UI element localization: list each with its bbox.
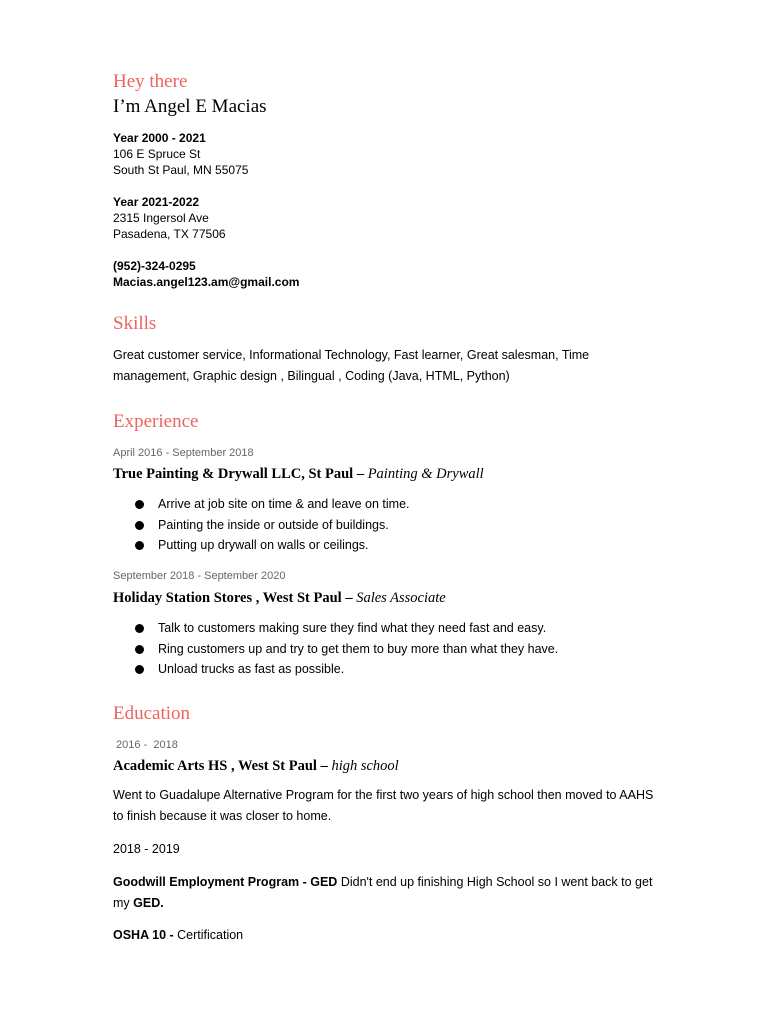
job-2-company: Holiday Station Stores , West St Paul xyxy=(113,590,342,606)
school-description: Went to Guadalupe Alternative Program for the first two years of high school then moved to AAHS to finish because it was closer to home. xyxy=(113,788,654,823)
address-period-1: Year 2000 - 2021 xyxy=(113,131,206,145)
osha-label: Certification xyxy=(177,928,244,942)
school-dates: 2016 - 2018 xyxy=(113,739,178,751)
skills-heading: Skills xyxy=(113,313,157,334)
job-1-company: True Painting & Drywall LLC, St Paul xyxy=(113,466,354,482)
ged-credential-end: GED. xyxy=(133,896,164,910)
ged-dash: - xyxy=(299,875,311,889)
email-address: Macias.angel123.am@gmail.com xyxy=(113,275,300,289)
school-heading xyxy=(113,758,399,775)
skills-text: Great customer service, Informational Technology, Fast learner, Great salesman, Time management, Graphic design , Bilingual , Coding (Java, HTML, Python) xyxy=(113,348,590,383)
address-line1-1: 106 E Spruce St xyxy=(113,147,201,161)
school-type: high school xyxy=(331,758,399,774)
phone-number: (952)-324-0295 xyxy=(113,259,196,273)
school-name: Academic Arts HS , West St Paul xyxy=(113,758,317,774)
osha-name: OSHA 10 xyxy=(113,928,167,942)
job-1-separator: – xyxy=(353,466,368,482)
job-2-separator: – xyxy=(341,590,357,606)
list-item: Talk to customers making sure they find what they need fast and easy. xyxy=(135,618,558,639)
ged-program: Goodwill Employment Program xyxy=(113,875,300,889)
list-item: Putting up drywall on walls or ceilings. xyxy=(135,535,410,556)
job-2-heading xyxy=(113,590,446,607)
address-line1-2: 2315 Ingersol Ave xyxy=(113,211,209,225)
ged-credential: GED xyxy=(310,875,338,889)
address-period-2: Year 2021-2022 xyxy=(113,195,200,209)
job-2-dates: September 2018 - September 2020 xyxy=(113,570,286,582)
list-item: Arrive at job site on time & and leave on time. xyxy=(135,494,410,515)
address-line2-2: Pasadena, TX 77506 xyxy=(113,227,226,241)
ged-entry xyxy=(113,872,658,914)
list-item: Ring customers up and try to get them to buy more than what they have. xyxy=(135,639,558,660)
school-separator: – xyxy=(316,758,332,774)
job-1-bullet-list xyxy=(135,494,410,556)
job-2-bullet-list xyxy=(135,618,558,680)
osha-dash: - xyxy=(166,928,178,942)
job-1-title: Painting & Drywall xyxy=(367,466,484,482)
ged-description: Didn't end up finishing High School so I went back to get my xyxy=(113,875,653,910)
greeting: Hey there xyxy=(113,71,188,92)
job-2-title: Sales Associate xyxy=(356,590,446,606)
job-1-dates: April 2016 - September 2018 xyxy=(113,447,254,459)
list-item: Unload trucks as fast as possible. xyxy=(135,659,558,680)
list-item: Painting the inside or outside of buildings. xyxy=(135,515,410,536)
education-heading: Education xyxy=(113,703,191,724)
page-title: I’m Angel E Macias xyxy=(113,96,267,117)
ged-dates: 2018 - 2019 xyxy=(113,842,180,856)
job-1-heading xyxy=(113,466,484,483)
address-line2-1: South St Paul, MN 55075 xyxy=(113,163,249,177)
experience-heading: Experience xyxy=(113,411,199,432)
osha-entry xyxy=(113,925,658,946)
